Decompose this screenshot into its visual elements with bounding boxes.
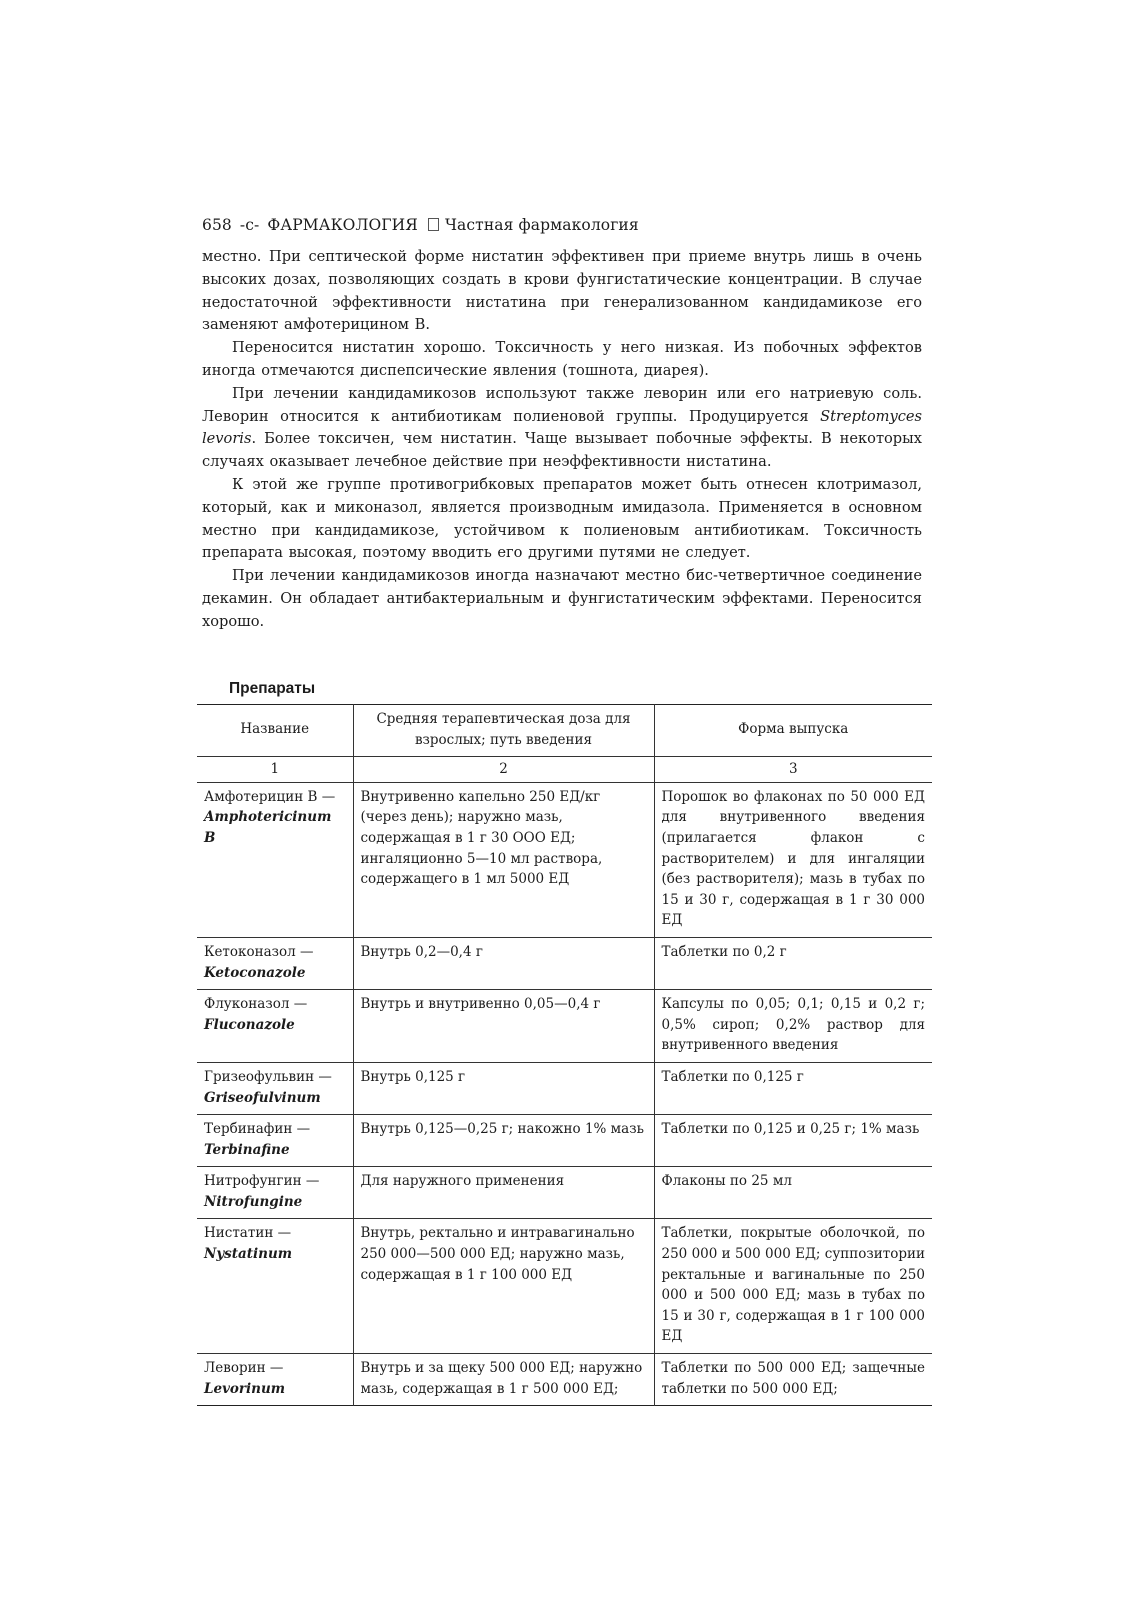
drug-name-cell xyxy=(197,937,353,989)
table-row xyxy=(197,1062,932,1114)
book-title: ФАРМАКОЛОГИЯ xyxy=(267,216,418,234)
column-number-row xyxy=(197,757,932,783)
drug-name-cell xyxy=(197,1115,353,1167)
dose-cell: Внутрь, ректально и интравагинально 250 000—500 000 ЕД; наружно мазь, содержащая в 1 г 100 000 ЕД xyxy=(353,1219,654,1354)
table-row xyxy=(197,1354,932,1406)
dose-cell: Внутривенно капельно 250 ЕД/кг (через день); наружно мазь, содержащая в 1 г 30 ООО ЕД; ингаляционно 5—10 мл раствора, содержащего в 1 мл 5000 ЕД xyxy=(353,782,654,937)
chapter-title: Частная фармакология xyxy=(444,216,639,234)
drug-name-cell xyxy=(197,1167,353,1219)
form-cell: Флаконы по 25 мл xyxy=(654,1167,932,1219)
table-row xyxy=(197,782,932,937)
form-cell: Таблетки по 0,125 и 0,25 г; 1% мазь xyxy=(654,1115,932,1167)
drug-name: Кетоконазол — xyxy=(204,943,314,960)
paragraph-text: . Более токсичен, чем нистатин. Чаще вызывает побочные эффекты. В некоторых случаях оказывает лечебное действие при неэффективности нистатина. xyxy=(202,430,922,471)
drug-latin-name: Ketoconazole xyxy=(204,964,306,981)
drug-latin-name: Levorinum xyxy=(204,1380,286,1397)
drug-latin-name: Griseofulvinum xyxy=(204,1089,321,1106)
table-row xyxy=(197,1167,932,1219)
body-text xyxy=(202,246,922,634)
drug-name: Амфотерицин В — xyxy=(204,788,336,805)
section-title: Препараты xyxy=(229,680,316,697)
column-number: 3 xyxy=(654,757,932,783)
drug-name-cell xyxy=(197,1219,353,1354)
drug-name: Леворин — xyxy=(204,1360,284,1377)
table-header-row xyxy=(197,705,932,757)
drug-latin-name: Nitrofungine xyxy=(204,1193,303,1210)
drug-latin-name: Amphotericinum В xyxy=(204,809,332,846)
column-header-dose: Средняя терапевтическая доза для взрослых; путь введения xyxy=(353,705,654,757)
form-cell: Порошок во флаконах по 50 000 ЕД для внутривенного введения (прилагается флакон с растворителем) и для ингаляции (без растворителя); мазь в тубах по 15 и 30 г, содержащая в 1 г 30 000 ЕД xyxy=(654,782,932,937)
column-header-name: Название xyxy=(240,721,310,738)
dose-cell: Внутрь 0,125—0,25 г; накожно 1% мазь xyxy=(353,1115,654,1167)
drug-name: Гризеофульвин — xyxy=(204,1068,332,1085)
drug-latin-name: Fluconazole xyxy=(204,1016,295,1033)
column-header-form: Форма выпуска xyxy=(654,705,932,757)
square-bullet-icon xyxy=(428,218,439,231)
drug-latin-name: Terbinafine xyxy=(204,1141,290,1158)
paragraph-text: При лечении кандидамикозов используют также леворин или его натриевую соль. Леворин относится к антибиотикам полиеновой группы. Продуцируется xyxy=(202,384,922,425)
table-row xyxy=(197,1115,932,1167)
drug-latin-name: Nystatinum xyxy=(204,1246,293,1263)
drug-name: Нистатин — xyxy=(204,1225,292,1242)
drug-name-cell xyxy=(197,782,353,937)
form-cell: Таблетки по 0,2 г xyxy=(654,937,932,989)
dose-cell: Для наружного применения xyxy=(353,1167,654,1219)
dose-cell: Внутрь и за щеку 500 000 ЕД; наружно мазь, содержащая в 1 г 500 000 ЕД; xyxy=(353,1354,654,1406)
form-cell: Таблетки, покрытые оболочкой, по 250 000 и 500 000 ЕД; суппозитории ректальные и вагинальные по 250 000 и 500 000 ЕД; мазь в тубах по 15 и 30 г, содержащая в 1 г 100 000 ЕД xyxy=(654,1219,932,1354)
column-number: 1 xyxy=(270,761,280,778)
table-row xyxy=(197,1219,932,1354)
latin-species-name: Streptomyces levoris xyxy=(202,407,922,448)
paragraph xyxy=(202,383,922,474)
dose-cell: Внутрь и внутривенно 0,05—0,4 г xyxy=(353,990,654,1063)
page-number: 658 xyxy=(202,216,232,234)
paragraph: К этой же группе противогрибковых препаратов может быть отнесен клотримазол, который, как и миконазол, является производным имидазола. Применяется в основном местно при кандидамикозе, устойчивом к полиеновым антибиотикам. Токсичность препарата высокая, поэтому вводить его другими путями не следует. xyxy=(202,475,922,562)
drug-name-cell xyxy=(197,1062,353,1114)
drug-name: Флуконазол — xyxy=(204,996,308,1013)
form-cell: Капсулы по 0,05; 0,1; 0,15 и 0,2 г; 0,5% сироп; 0,2% раствор для внутривенного введения xyxy=(654,990,932,1063)
dose-cell: Внутрь 0,125 г xyxy=(353,1062,654,1114)
table-row xyxy=(197,990,932,1063)
running-head xyxy=(202,216,922,234)
drugs-table xyxy=(197,704,932,1406)
form-cell: Таблетки по 500 000 ЕД; защечные таблетки по 500 000 ЕД; xyxy=(654,1354,932,1406)
form-cell: Таблетки по 0,125 г xyxy=(654,1062,932,1114)
paragraph: Переносится нистатин хорошо. Токсичность у него низкая. Из побочных эффектов иногда отмечаются диспепсические явления (тошнота, диарея). xyxy=(202,339,922,379)
table-row xyxy=(197,937,932,989)
paragraph: При лечении кандидамикозов иногда назначают местно бис-четвертичное соединение декамин. Он обладает антибактериальным и фунгистатическим эффектами. Переносится хорошо. xyxy=(202,567,922,630)
drug-name-cell xyxy=(197,1354,353,1406)
drug-name-cell xyxy=(197,990,353,1063)
header-separator: -c- xyxy=(239,216,260,234)
drug-name: Тербинафин — xyxy=(204,1121,311,1138)
dose-cell: Внутрь 0,2—0,4 г xyxy=(353,937,654,989)
column-number: 2 xyxy=(353,757,654,783)
paragraph: местно. При септической форме нистатин эффективен при приеме внутрь лишь в очень высоких дозах, позволяющих создать в крови фунгистатические концентрации. В случае недостаточной эффективности нистатина при генерализованном кандидамикозе его заменяют амфотерицином В. xyxy=(202,248,922,334)
drug-name: Нитрофунгин — xyxy=(204,1173,320,1190)
